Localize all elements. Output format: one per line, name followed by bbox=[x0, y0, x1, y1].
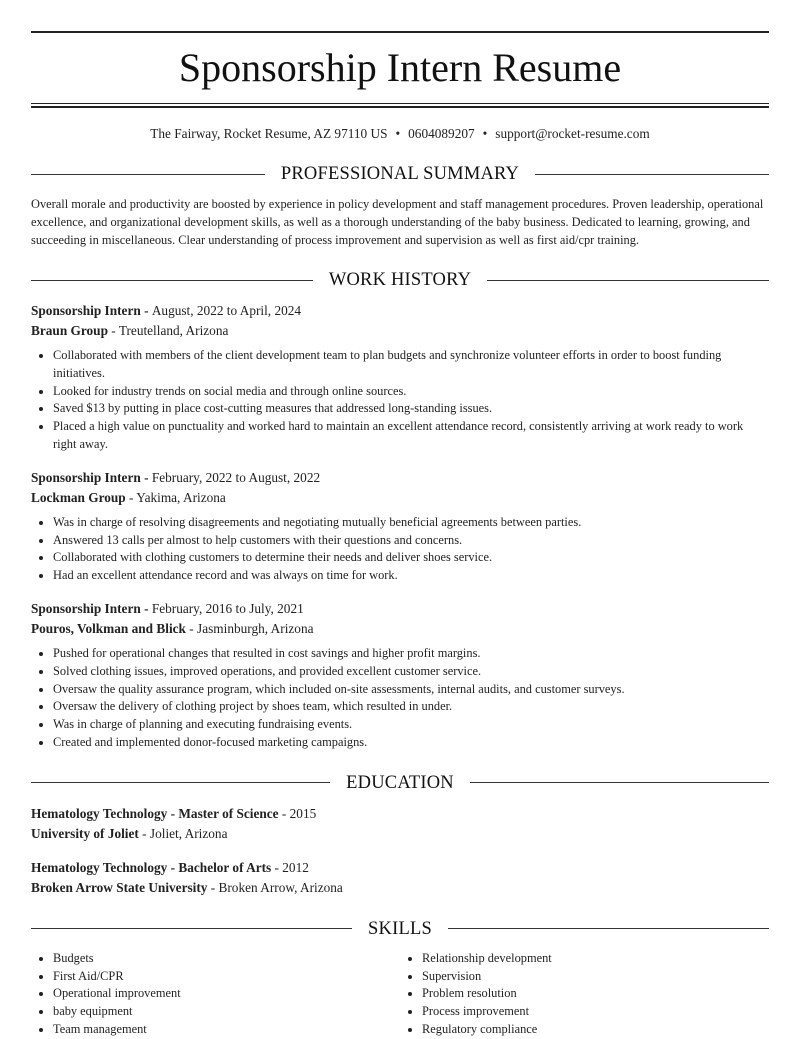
skills-list-left bbox=[31, 950, 400, 1039]
job-location: Yakima, Arizona bbox=[136, 489, 226, 505]
job-company-line: Braun Group - Treutelland, Arizona bbox=[31, 323, 229, 338]
section-rule bbox=[31, 174, 265, 175]
job-entry bbox=[31, 468, 769, 585]
job-title-line: Sponsorship Intern - February, 2016 to July, 2021 bbox=[31, 600, 304, 616]
job-bullet: • Created and implemented donor-focused marketing campaigns. bbox=[53, 734, 769, 752]
job-bullet: • Collaborated with clothing customers to determine their needs and deliver shoes service. bbox=[53, 549, 769, 567]
job-bullets bbox=[31, 347, 769, 454]
education-entry bbox=[31, 804, 769, 844]
degree-line: Hematology Technology - Master of Science - 2015 bbox=[31, 805, 317, 821]
school-location: Joliet, Arizona bbox=[149, 825, 228, 841]
skill-item: • baby equipment bbox=[53, 1003, 400, 1021]
skill-item: • Process improvement bbox=[422, 1003, 769, 1021]
skill-item: • Supervision bbox=[422, 968, 769, 986]
school-line: University of Joliet - Joliet, Arizona bbox=[31, 825, 228, 841]
skill-item: • Problem resolution bbox=[422, 985, 769, 1003]
resume-page bbox=[31, 31, 769, 1039]
job-company-line: Pouros, Volkman and Blick - Jasminburgh, Arizona bbox=[31, 620, 314, 636]
degree-line: Hematology Technology - Bachelor of Arts - 2012 bbox=[31, 859, 309, 875]
job-title: Sponsorship Intern bbox=[31, 600, 141, 616]
contact-separator: • bbox=[395, 126, 401, 141]
job-bullet: • Had an excellent attendance record and was always on time for work. bbox=[53, 567, 769, 585]
skills-columns bbox=[31, 950, 769, 1039]
section-rule bbox=[31, 280, 313, 281]
work-heading: WORK HISTORY bbox=[328, 270, 472, 290]
summary-heading: PROFESSIONAL SUMMARY bbox=[280, 164, 520, 184]
job-dates: February, 2022 to August, 2022 bbox=[151, 469, 321, 485]
job-bullet: • Collaborated with members of the client development team to plan budgets and synchronize volunteer efforts in order to boost funding initiatives. bbox=[53, 347, 769, 383]
education-section-header bbox=[31, 772, 769, 794]
job-bullets bbox=[31, 645, 769, 752]
job-title: Sponsorship Intern bbox=[31, 303, 141, 318]
job-title-line: Sponsorship Intern - February, 2022 to August, 2022 bbox=[31, 469, 321, 485]
skill-item: • Regulatory compliance bbox=[422, 1021, 769, 1039]
job-bullet: • Oversaw the delivery of clothing project by shoes team, which resulted in under. bbox=[53, 698, 769, 716]
degree: Hematology Technology - Master of Science bbox=[31, 805, 279, 821]
job-bullet: • Oversaw the quality assurance program, which included on-site assessments, internal audits, and customer surveys. bbox=[53, 681, 769, 699]
job-title: Sponsorship Intern bbox=[31, 469, 141, 485]
job-entry bbox=[31, 301, 769, 454]
section-rule bbox=[470, 782, 769, 783]
school: Broken Arrow State University bbox=[31, 879, 208, 895]
contact-email: support@rocket-resume.com bbox=[495, 126, 650, 141]
skill-item: • First Aid/CPR bbox=[53, 968, 400, 986]
contact-phone: 0604089207 bbox=[408, 126, 475, 141]
school: University of Joliet bbox=[31, 825, 139, 841]
job-dates: August, 2022 to April, 2024 bbox=[151, 303, 302, 318]
title-double-rule bbox=[31, 103, 769, 108]
contact-address: The Fairway, Rocket Resume, AZ 97110 US bbox=[150, 126, 388, 141]
education-heading: EDUCATION bbox=[346, 772, 454, 793]
skill-item: • Relationship development bbox=[422, 950, 769, 968]
degree: Hematology Technology - Bachelor of Arts bbox=[31, 859, 272, 875]
degree-year: 2012 bbox=[282, 859, 309, 875]
job-bullet: • Was in charge of planning and executing fundraising events. bbox=[53, 716, 769, 734]
job-bullet: • Was in charge of resolving disagreements and negotiating mutually beneficial agreements between parties. bbox=[53, 514, 769, 532]
work-section-header bbox=[31, 269, 769, 291]
skill-item: • Budgets bbox=[53, 950, 400, 968]
job-bullet: • Solved clothing issues, improved operations, and provided excellent customer service. bbox=[53, 663, 769, 681]
skill-item: • Operational improvement bbox=[53, 985, 400, 1003]
section-rule bbox=[31, 782, 330, 783]
summary-text: Overall morale and productivity are boosted by experience in policy development and staff management procedures. Proven leadership, operational excellence, and organizational development skills, as well as a thorough understanding of the baby business. Dedicated to learning, growing, and succeeding in miscellaneous. Clear understanding of process improvement and supervision as well as first aid/cpr training. bbox=[31, 197, 764, 247]
job-location: Treutelland, Arizona bbox=[118, 323, 229, 338]
skills-list-right bbox=[400, 950, 769, 1039]
job-location: Jasminburgh, Arizona bbox=[197, 620, 314, 636]
job-bullet: • Saved $13 by putting in place cost-cutting measures that addressed long-standing issues. bbox=[53, 400, 769, 418]
summary-section-header bbox=[31, 163, 769, 185]
section-rule bbox=[448, 928, 769, 929]
skills-section-header bbox=[31, 918, 769, 940]
job-dates: February, 2016 to July, 2021 bbox=[151, 600, 304, 616]
contact-separator: • bbox=[482, 126, 488, 141]
job-entry bbox=[31, 599, 769, 752]
skill-item: • Team management bbox=[53, 1021, 400, 1039]
job-company: Braun Group bbox=[31, 323, 108, 338]
education-entry bbox=[31, 858, 769, 898]
contact-line bbox=[31, 125, 769, 143]
page-title: Sponsorship Intern Resume bbox=[178, 45, 622, 90]
school-location: Broken Arrow, Arizona bbox=[218, 879, 343, 895]
job-bullet: • Answered 13 calls per almost to help customers with their questions and concerns. bbox=[53, 532, 769, 550]
job-company: Lockman Group bbox=[31, 489, 126, 505]
job-bullet: • Looked for industry trends on social media and through online sources. bbox=[53, 383, 769, 401]
degree-year: 2015 bbox=[289, 805, 317, 821]
skills-heading: SKILLS bbox=[368, 918, 432, 939]
job-company-line: Lockman Group - Yakima, Arizona bbox=[31, 489, 226, 505]
school-line: Broken Arrow State University - Broken Arrow, Arizona bbox=[31, 879, 343, 895]
job-company: Pouros, Volkman and Blick bbox=[31, 620, 186, 636]
job-bullets bbox=[31, 514, 769, 585]
job-bullet: • Placed a high value on punctuality and worked hard to maintain an excellent attendance record, consistently arriving at work ready to work right away. bbox=[53, 418, 769, 454]
job-bullet: • Pushed for operational changes that resulted in cost savings and higher profit margins. bbox=[53, 645, 769, 663]
section-rule bbox=[487, 280, 769, 281]
section-rule bbox=[535, 174, 769, 175]
job-title-line: Sponsorship Intern - August, 2022 to April, 2024 bbox=[31, 303, 302, 318]
section-rule bbox=[31, 928, 352, 929]
